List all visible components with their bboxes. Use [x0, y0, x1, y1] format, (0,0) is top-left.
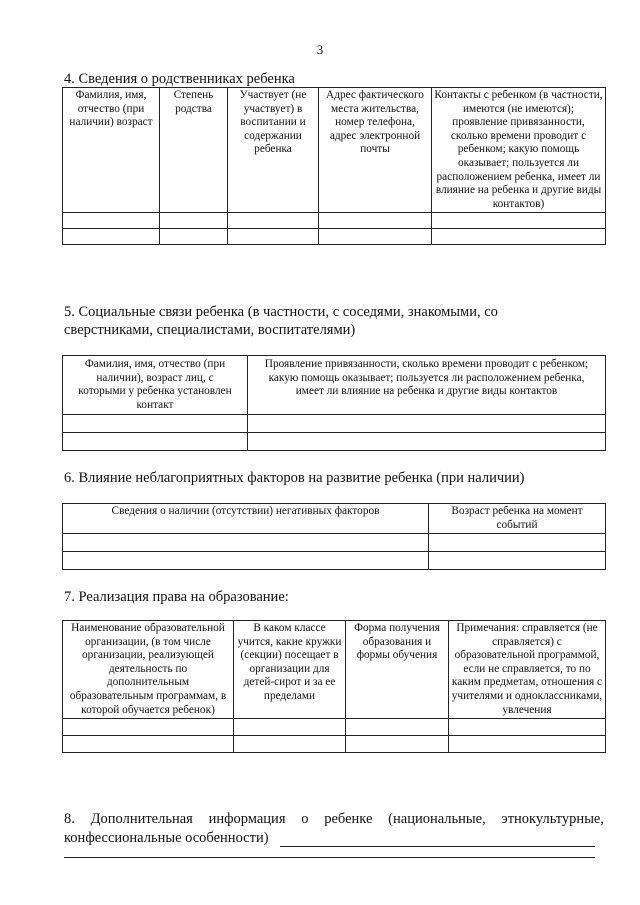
section-7-title: 7. Реализация права на образование:	[64, 589, 289, 605]
table-cell[interactable]	[432, 229, 606, 245]
header-cell: Участвует (не участвует) в воспитании и содержании ребенка	[228, 88, 319, 213]
table-row	[63, 229, 606, 245]
header-cell: Проявление привязанности, сколько времени проводит с ребенком; какую помощь оказывает; пользуется ли расположением ребенка, имеет ли влияние на ребенка и другие виды контактов	[248, 356, 606, 415]
table-cell[interactable]	[429, 552, 606, 570]
header-cell: В каком классе учится, какие кружки (секции) посещает в организации для детей-сирот и за ее пределами	[234, 621, 346, 719]
section-8-line1: 8. Дополнительная информация о ребенке (национальные, этнокультурные,	[64, 811, 604, 827]
section-5-title-line2: сверстниками, специалистами, воспитателями)	[64, 322, 356, 338]
table-cell[interactable]	[234, 719, 346, 736]
header-cell: Степень родства	[160, 88, 228, 213]
header-cell: Примечания: справляется (не справляется) с образовательной программой, если не справляется, то по каким предметам, отношения с учителями и одноклассниками, увлечения	[449, 621, 606, 719]
header-cell: Сведения о наличии (отсутствии) негативных факторов	[63, 504, 429, 534]
section-4-title: 4. Сведения о родственниках ребенка	[64, 71, 295, 87]
table-row	[63, 719, 606, 736]
fill-line[interactable]	[64, 857, 595, 858]
table-row	[63, 534, 606, 552]
table-header-row	[63, 504, 606, 534]
table-cell[interactable]	[319, 229, 432, 245]
table-header-row	[63, 88, 606, 213]
header-cell: Наименование образовательной организации, (в том числе организации, реализующей деятельность по дополнительным образовательным программам, в которой обучается ребенок)	[63, 621, 234, 719]
table-cell[interactable]	[63, 736, 234, 753]
header-cell: Форма получения образования и формы обучения	[346, 621, 449, 719]
table-cell[interactable]	[346, 719, 449, 736]
table-cell[interactable]	[160, 213, 228, 229]
negative-factors-table	[62, 503, 606, 570]
table-header-row	[63, 621, 606, 719]
social-ties-table	[62, 355, 606, 451]
table-row	[63, 415, 606, 433]
table-cell[interactable]	[319, 213, 432, 229]
table-row	[63, 736, 606, 753]
table-row	[63, 213, 606, 229]
table-cell[interactable]	[248, 433, 606, 451]
table-cell[interactable]	[449, 736, 606, 753]
table-row	[63, 433, 606, 451]
table-cell[interactable]	[63, 229, 160, 245]
table-cell[interactable]	[63, 415, 248, 433]
table-row	[63, 552, 606, 570]
header-cell: Контакты с ребенком (в частности, имеются (не имеются); проявление привязанности, сколько времени проводит с ребенком; какую помощь оказывает; пользуется ли расположением ребенка, имеет ли влияние на ребенка и другие виды контактов)	[432, 88, 606, 213]
section-5-title-line1: 5. Социальные связи ребенка (в частности, с соседями, знакомыми, со	[64, 304, 498, 320]
table-cell[interactable]	[63, 719, 234, 736]
fill-line[interactable]	[280, 846, 595, 847]
table-cell[interactable]	[63, 534, 429, 552]
table-cell[interactable]	[63, 552, 429, 570]
section-8-line2: конфессиональные особенности)	[64, 830, 269, 846]
table-cell[interactable]	[160, 229, 228, 245]
table-cell[interactable]	[63, 213, 160, 229]
table-cell[interactable]	[248, 415, 606, 433]
education-table	[62, 620, 606, 753]
table-cell[interactable]	[234, 736, 346, 753]
relatives-table	[62, 87, 606, 245]
table-cell[interactable]	[449, 719, 606, 736]
header-cell: Адрес фактического места жительства, номер телефона, адрес электронной почты	[319, 88, 432, 213]
table-cell[interactable]	[63, 433, 248, 451]
header-cell: Фамилия, имя, отчество (при наличии), возраст лиц, с которыми у ребенка установлен контакт	[63, 356, 248, 415]
section-6-title: 6. Влияние неблагоприятных факторов на развитие ребенка (при наличии)	[64, 470, 525, 486]
header-cell: Возраст ребенка на момент событий	[429, 504, 606, 534]
table-cell[interactable]	[429, 534, 606, 552]
page-number: 3	[316, 42, 324, 57]
table-cell[interactable]	[228, 229, 319, 245]
table-cell[interactable]	[346, 736, 449, 753]
header-cell: Фамилия, имя, отчество (при наличии) возраст	[63, 88, 160, 213]
table-cell[interactable]	[432, 213, 606, 229]
table-cell[interactable]	[228, 213, 319, 229]
table-header-row	[63, 356, 606, 415]
